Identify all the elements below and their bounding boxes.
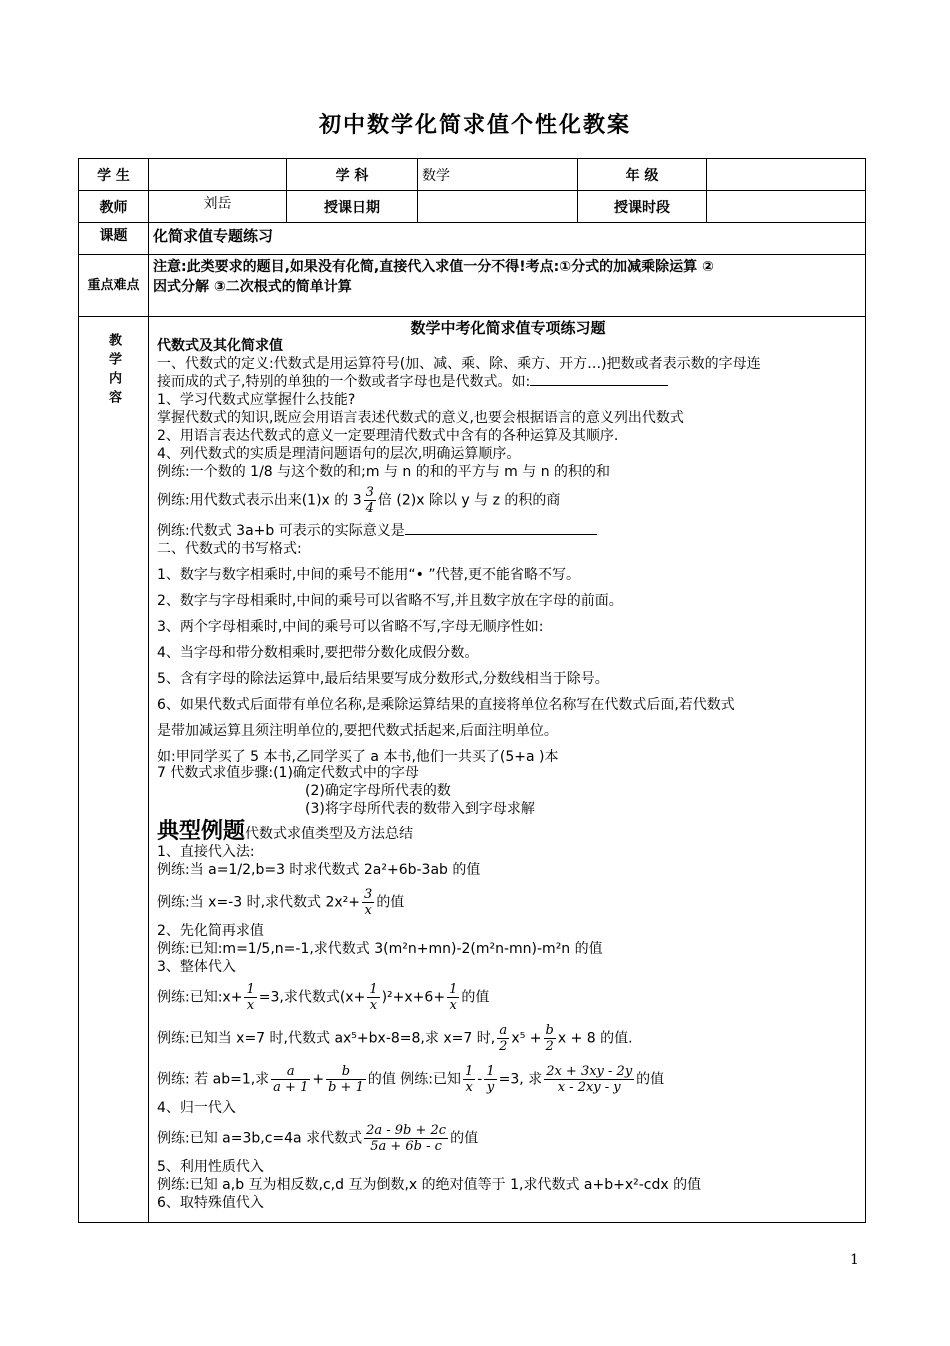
row-key-points <box>79 255 866 317</box>
skill-question: 1、学习代数式应掌握什么技能? <box>157 392 356 408</box>
definition-line-1: 一、代数式的定义:代数式是用运算符号(加、减、乘、除、乘方、开方…)把数或者表示数的字母连 <box>157 356 761 372</box>
method-2-ex: 例练:已知:m=1/5,n=-1,求代数式 3(m²n+mn)-2(m²n-mn)-m²n 的值 <box>157 941 603 957</box>
row-content <box>79 317 866 1223</box>
definition-line-2: 接而成的式子,特别的单独的一个数或者字母也是代数式。如: <box>157 373 859 391</box>
key-points-line-2: 因式分解 ③二次根式的简单计算 <box>153 279 352 295</box>
content-body <box>149 317 866 1223</box>
method-3-ex-2: 例练:已知当 x=7 时,代数式 ax⁵+bx-8=8,求 x=7 时, $\frac{a}{2}$ x⁵ + $\frac{b}{2}$ x + 8 的值. <box>157 1023 633 1054</box>
row-student <box>79 159 866 191</box>
method-4-ex: 例练:已知 a=3b,c=4a 求代数式 $\frac{2a - 9b + 2c}{5a + 6b - c}$ 的值 <box>157 1123 479 1154</box>
content-heading: 数学中考化简求值专项练习题 <box>410 319 606 337</box>
method-4: 4、归一代入 <box>157 1100 236 1116</box>
method-2: 2、先化简再求值 <box>157 923 264 939</box>
method-3-ex-3: 例练: 若 ab=1,求 $\frac{a}{a + 1}$ + $\frac{b}{b + 1}$ 的值 例练:已知 $\frac{1}{x}$ - $\frac{1}{y}$ =3, 求 $\frac{2x + 3xy - 2y}{x - 2xy - y}$ 的值 <box>157 1064 665 1095</box>
rule-6a: 6、如果代数式后面带有单位名称,是乘除运算结果的直接将单位名称写在代数式后面,若代数式 <box>157 697 735 713</box>
exercise-2: 例练:用代数式表示出来(1)x 的 3 $\frac{3}{4}$ 倍 (2)x 除以 y 与 z 的积的商 <box>157 485 561 516</box>
subject-label: 学 科 <box>287 159 418 191</box>
format-heading: 二、代数式的书写格式: <box>157 541 302 557</box>
rule-1: 1、数字与数字相乘时,中间的乘号不能用“• ”代替,更不能省略不写。 <box>157 567 581 583</box>
method-1-ex-1: 例练:当 a=1/2,b=3 时求代数式 2a²+6b-3ab 的值 <box>157 862 481 878</box>
method-6: 6、取特殊值代入 <box>157 1195 264 1211</box>
grade-label: 年 级 <box>578 159 707 191</box>
rule-2: 2、数字与字母相乘时,中间的乘号可以省略不写,并且数字放在字母的前面。 <box>157 593 623 609</box>
steps-1: 7 代数式求值步骤:(1)确定代数式中的字母 <box>157 765 419 781</box>
exercise-3: 例练:代数式 3a+b 可表示的实际意义是 <box>157 522 859 540</box>
typical-heading: 典型例题代数式求值类型及方法总结 <box>157 818 414 844</box>
date-label: 授课日期 <box>287 191 418 223</box>
student-label: 学 生 <box>79 159 149 191</box>
subject-value: 数学 <box>418 159 578 191</box>
lesson-plan-table <box>78 158 866 1223</box>
teacher-value: 刘岳 <box>149 191 287 223</box>
format-rules <box>157 562 859 770</box>
rule-3: 3、两个字母相乘时,中间的乘号可以省略不写,字母无顺序性如: <box>157 619 544 635</box>
content-sub: 代数式及其化简求值 <box>157 338 283 354</box>
steps-3: (3)将字母所代表的数带入到字母求解 <box>305 801 535 817</box>
exercise-1: 例练:一个数的 1/8 与这个数的和;m 与 n 的和的平方与 m 与 n 的积的和 <box>157 464 611 480</box>
skill-answer: 掌握代数式的知识,既应会用语言表述代数式的意义,也要会根据语言的意义列出代数式 <box>157 410 684 426</box>
mixed-fraction: $\frac{3}{4}$ <box>365 485 374 516</box>
rule-6b: 是带加减运算且须注明单位的,要把代数式括起来,后面注明单位。 <box>157 723 558 739</box>
document-title: 初中数学化简求值个性化教案 <box>318 112 631 138</box>
rule-5: 5、含有字母的除法运算中,最后结果要写成分数形式,分数线相当于除号。 <box>157 671 609 687</box>
topic-value: 化简求值专题练习 <box>149 223 866 255</box>
content-label: 教学内容 <box>106 333 121 409</box>
row-topic <box>79 223 866 255</box>
essence-line: 4、列代数式的实质是理清问题语句的层次,明确运算顺序。 <box>157 446 521 462</box>
row-teacher <box>79 191 866 223</box>
grade-value <box>707 159 866 191</box>
topic-label: 课题 <box>79 223 149 255</box>
date-value <box>418 191 578 223</box>
period-value <box>707 191 866 223</box>
page-number: 1 <box>850 1252 859 1268</box>
key-points-line-1: 注意:此类要求的题目,如果没有化简,直接代入求值一分不得!考点:①分式的加减乘除运算 ② <box>153 259 714 275</box>
method-3-ex-1: 例练:已知:x+ $\frac{1}{x}$ =3,求代数式(x+ $\frac{1}{x}$ )²+x+6+ $\frac{1}{x}$ 的值 <box>157 982 490 1013</box>
teacher-label: 教师 <box>79 191 149 223</box>
key-label: 重点难点 <box>79 255 149 317</box>
period-label: 授课时段 <box>578 191 707 223</box>
content-label-cell <box>79 317 149 1223</box>
method-5-ex: 例练:已知 a,b 互为相反数,c,d 互为倒数,x 的绝对值等于 1,求代数式 a+b+x²-cdx 的值 <box>157 1177 702 1193</box>
rule-example: 如:甲同学买了 5 本书,乙同学买了 a 本书,他们一共买了(5+a )本 <box>157 749 559 765</box>
method-3: 3、整体代入 <box>157 959 236 975</box>
rule-4: 4、当字母和带分数相乘时,要把带分数化成假分数。 <box>157 645 479 661</box>
method-5: 5、利用性质代入 <box>157 1159 264 1175</box>
method-1: 1、直接代入法: <box>157 844 255 860</box>
meaning-line: 2、用语言表达代数式的意义一定要理清代数式中含有的各种运算及其顺序. <box>157 428 619 444</box>
student-value <box>149 159 287 191</box>
steps-2: (2)确定字母所代表的数 <box>305 783 451 799</box>
method-1-ex-2: 例练:当 x=-3 时,求代数式 2x²+ $\frac{3}{x}$ 的值 <box>157 887 405 918</box>
key-points <box>149 255 866 317</box>
